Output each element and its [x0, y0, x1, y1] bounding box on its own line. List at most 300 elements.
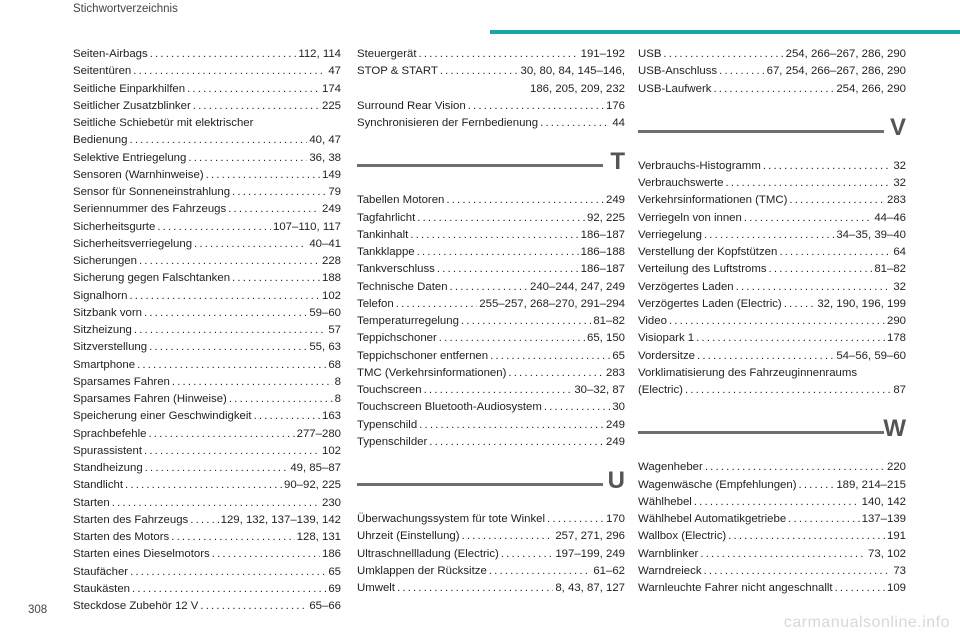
leader-dots: [137, 357, 326, 374]
leader-dots: [132, 581, 326, 598]
index-term: Seiten-Airbags: [73, 48, 148, 60]
index-entry: [638, 330, 906, 347]
page-reference: 32, 190, 196, 199: [817, 297, 906, 310]
index-term: Smartphone: [73, 358, 136, 371]
page-reference: 8: [334, 375, 341, 388]
index-entry: [638, 546, 906, 563]
page-reference: 8: [334, 393, 341, 405]
section-letter: V: [889, 113, 906, 141]
index-term: Tankinhalt: [357, 228, 409, 241]
section-heading-u: [357, 459, 625, 511]
index-term: Video: [638, 315, 667, 327]
leader-dots: [501, 546, 554, 563]
page-reference: 186: [321, 548, 341, 561]
page-reference: 277–280: [296, 427, 341, 440]
index-term: Sensoren (Warnhinweise): [73, 168, 204, 181]
page-reference: 36, 38: [309, 151, 341, 164]
index-entry: [73, 529, 341, 546]
leader-dots: [410, 227, 578, 244]
index-entry: [73, 98, 341, 115]
index-term: Verzögertes Laden: [638, 280, 734, 293]
leader-dots: [229, 391, 333, 408]
page-reference: 32: [893, 280, 906, 293]
index-term: Signalhorn: [73, 289, 128, 302]
leader-dots: [508, 365, 604, 382]
index-entry: [357, 261, 625, 278]
index-term: Standheizung: [73, 462, 143, 474]
index-term: Verkehrsinformationen (TMC): [638, 194, 788, 207]
index-term: Steckdose Zubehör 12 V: [73, 600, 199, 612]
index-entry: [357, 511, 625, 528]
index-entry: [638, 348, 906, 365]
page-reference: 30: [612, 401, 625, 414]
page-reference: 73, 102: [867, 547, 906, 560]
index-term: Starten des Fahrzeugs: [73, 513, 189, 526]
index-entry: [357, 98, 625, 115]
index-term: Sicherheitsverriegelung: [73, 237, 193, 250]
index-term: USB-Anschluss: [638, 65, 718, 78]
page-reference: 65: [328, 565, 341, 578]
section-letter: U: [607, 467, 625, 494]
leader-dots: [157, 219, 271, 236]
watermark: carmanualsonline.info: [783, 614, 950, 631]
page-reference: 65–66: [309, 600, 341, 612]
index-term: Starten: [73, 496, 110, 509]
page-reference: 44: [612, 117, 625, 129]
page-reference: 47: [328, 65, 341, 78]
leader-dots: [763, 158, 892, 175]
index-entry: [73, 201, 341, 218]
index-entry: [357, 296, 625, 313]
index-entry: [73, 288, 341, 305]
index-term: Wagenwäsche (Empfehlungen): [638, 478, 797, 491]
leader-dots: [125, 477, 282, 494]
index-entry: [73, 63, 341, 80]
section-heading-w: [638, 407, 906, 459]
index-term: Tabellen Motoren: [357, 194, 445, 207]
page-reference: 137–139: [861, 513, 906, 525]
index-term: Verbrauchswerte: [638, 177, 724, 189]
section-letter: T: [610, 148, 625, 176]
page-reference: 90–92, 225: [283, 479, 341, 492]
leader-dots: [769, 261, 873, 278]
page-reference: 220: [886, 461, 906, 474]
leader-dots: [696, 330, 885, 347]
page-reference: 283: [605, 366, 625, 379]
page-reference: 49, 85–87: [290, 462, 341, 474]
index-term: Telefon: [357, 297, 394, 310]
leader-dots: [685, 382, 891, 399]
index-entry: [73, 374, 341, 391]
index-term: Warnblinker: [638, 547, 699, 560]
leader-dots: [396, 296, 478, 313]
leader-dots: [129, 132, 307, 149]
index-entry: [73, 270, 341, 287]
index-entry: [638, 459, 906, 476]
index-entry: [357, 227, 625, 244]
page-reference: 8, 43, 87, 127: [555, 582, 625, 594]
leader-dots: [429, 434, 604, 451]
index-entry: [357, 546, 625, 563]
leader-dots: [172, 374, 333, 391]
leader-dots: [461, 313, 591, 330]
leader-dots: [134, 322, 326, 339]
leader-dots: [437, 261, 579, 278]
leader-dots: [190, 512, 218, 529]
index-term: Spurassistent: [73, 444, 143, 457]
index-entry: [638, 296, 906, 313]
index-entry: [638, 46, 906, 63]
index-entry: [357, 210, 625, 227]
page-reference: 57: [328, 324, 341, 336]
index-entry: [638, 210, 906, 227]
index-term: Teppichschoner entfernen: [357, 349, 489, 362]
page-reference: 228: [321, 255, 341, 267]
page-reference: 81–82: [874, 263, 906, 276]
index-entry: [73, 236, 341, 253]
page-reference: 290: [886, 315, 906, 327]
leader-dots: [419, 417, 604, 434]
index-entry: [357, 63, 625, 80]
index-entry: [73, 167, 341, 184]
page-reference: 73: [893, 564, 906, 577]
leader-dots: [171, 529, 294, 546]
page-reference: 65: [612, 349, 625, 362]
page-reference: 67, 254, 266–267, 286, 290: [766, 65, 906, 78]
index-term: Sitzbank vorn: [73, 306, 143, 319]
index-term: Sprachbefehle: [73, 427, 147, 440]
index-entry: [73, 426, 341, 443]
index-term: STOP & START: [357, 65, 438, 78]
index-entry: [638, 382, 906, 399]
index-entry: [357, 46, 625, 63]
page-reference-continuation: 186, 205, 209, 232: [529, 82, 625, 95]
leader-dots: [728, 528, 885, 545]
page-reference: 30–32, 87: [574, 384, 625, 396]
index-entry: [73, 477, 341, 494]
index-term: Verriegeln von innen: [638, 211, 742, 224]
page-reference: 176: [605, 99, 625, 112]
index-term: USB: [638, 48, 662, 60]
index-term: Steuergerät: [357, 48, 417, 60]
page-reference: 283: [886, 194, 906, 207]
page-reference: 191: [886, 530, 906, 543]
index-entry: [73, 495, 341, 512]
page-reference: 149: [321, 168, 341, 181]
leader-dots: [544, 399, 610, 416]
leader-dots: [188, 150, 307, 167]
index-entry: [638, 494, 906, 511]
page-reference: 170: [605, 513, 625, 525]
leader-dots: [789, 192, 885, 209]
leader-dots: [736, 279, 892, 296]
index-term: Warndreieck: [638, 564, 702, 577]
index-term: Ultraschnellladung (Electric): [357, 547, 499, 560]
index-entry: [638, 563, 906, 580]
index-entry: [73, 253, 341, 270]
leader-dots: [540, 115, 610, 132]
page-reference: 254, 266–267, 286, 290: [785, 48, 906, 60]
page-number: 308: [28, 604, 48, 616]
leader-dots: [149, 339, 307, 356]
page-reference: 102: [321, 444, 341, 457]
page-header-title: Stichwortverzeichnis: [73, 3, 178, 15]
leader-dots: [424, 382, 573, 399]
page-reference: 107–110, 117: [273, 220, 341, 233]
index-entry: [357, 365, 625, 382]
leader-dots: [194, 236, 307, 253]
page-reference: 230: [321, 496, 341, 509]
index-entry: [638, 477, 906, 494]
index-entry: [73, 443, 341, 460]
index-term: Staufächer: [73, 565, 129, 578]
index-entry: [357, 244, 625, 261]
page-reference: 55, 63: [309, 341, 341, 354]
section-rule: [638, 130, 884, 133]
index-entry: [73, 322, 341, 339]
page-reference: 109: [886, 582, 906, 594]
leader-dots: [697, 348, 834, 365]
index-term: (Electric): [638, 384, 683, 396]
page-reference: 249: [605, 435, 625, 448]
page-reference: 87: [893, 384, 906, 396]
index-entry: [357, 348, 625, 365]
leader-dots: [254, 408, 320, 425]
index-entry: [73, 391, 341, 408]
index-entry: [357, 580, 625, 597]
index-entry-first-line: Vorklimatisierung des Fahrzeuginnenraums: [638, 366, 858, 379]
index-entry: [73, 512, 341, 529]
leader-dots: [719, 63, 765, 80]
index-term: Bedienung: [73, 134, 128, 147]
index-entry: [357, 563, 625, 580]
index-entry: [638, 63, 906, 80]
index-entry: [638, 528, 906, 545]
index-term: Verbrauchs-Histogramm: [638, 159, 761, 172]
leader-dots: [799, 477, 835, 494]
index-entry: [73, 219, 341, 236]
page-reference: 68: [328, 358, 341, 371]
page-reference: 59–60: [309, 306, 341, 319]
leader-dots: [468, 98, 604, 115]
page-reference: 163: [321, 410, 341, 423]
index-entry-first-line: Seitliche Schiebetür mit elektrischer: [73, 117, 254, 129]
leader-dots: [112, 495, 320, 512]
page-reference: 44–46: [874, 211, 906, 224]
index-entry: [357, 434, 625, 451]
leader-dots: [144, 305, 307, 322]
leader-dots: [784, 296, 816, 313]
index-term: Umklappen der Rücksitze: [357, 564, 487, 577]
index-entry: [638, 261, 906, 278]
section-letter: W: [883, 415, 906, 443]
index-entry: [73, 339, 341, 356]
page-reference: 197–199, 249: [555, 547, 625, 560]
leader-dots: [700, 546, 866, 563]
index-entry: [73, 132, 341, 149]
index-entry: [357, 192, 625, 209]
page-reference: 79: [328, 186, 341, 198]
page-reference: 81–82: [593, 315, 625, 327]
index-entry: [357, 115, 625, 132]
page-reference: 178: [886, 332, 906, 345]
index-column-1: [73, 46, 341, 615]
leader-dots: [130, 564, 326, 581]
index-term: Wallbox (Electric): [638, 530, 727, 543]
page-reference: 32: [893, 159, 906, 172]
page-reference: 40, 47: [309, 134, 341, 147]
index-entry: [638, 81, 906, 98]
page-reference: 189, 214–215: [836, 478, 906, 491]
index-term: Staukästen: [73, 582, 130, 595]
leader-dots: [439, 330, 585, 347]
index-term: Warnleuchte Fahrer nicht angeschnallt: [638, 582, 833, 594]
leader-dots: [788, 511, 859, 528]
page-reference: 92, 225: [586, 211, 625, 224]
leader-dots: [419, 46, 579, 63]
page-reference: 255–257, 268–270, 291–294: [479, 297, 625, 310]
leader-dots: [462, 528, 554, 545]
index-term: Wählhebel Automatikgetriebe: [638, 513, 787, 525]
index-term: Typenschilder: [357, 435, 428, 448]
leader-dots: [397, 580, 553, 597]
section-rule: [357, 164, 603, 167]
section-heading-t: [357, 140, 625, 192]
index-entry: [73, 305, 341, 322]
index-term: Surround Rear Vision: [357, 99, 466, 112]
index-term: Seitlicher Zusatzblinker: [73, 99, 191, 112]
leader-dots: [446, 192, 604, 209]
index-entry: [638, 580, 906, 597]
page-reference: 225: [321, 99, 341, 112]
page-reference: 186–187: [580, 263, 625, 276]
index-term: Tagfahrlicht: [357, 211, 416, 224]
page-reference: 112, 114: [298, 48, 341, 60]
page-reference: 32: [893, 177, 906, 189]
page-reference: 40–41: [309, 237, 341, 250]
leader-dots: [779, 244, 891, 261]
index-term: Temperaturregelung: [357, 315, 459, 327]
page-reference: 240–244, 247, 249: [529, 280, 625, 293]
index-term: Typenschild: [357, 418, 418, 431]
page-reference: 254, 266, 290: [836, 82, 906, 95]
index-term: Seitentüren: [73, 65, 132, 78]
index-term: Teppichschoner: [357, 332, 437, 345]
index-term: USB-Laufwerk: [638, 82, 712, 95]
page-reference: 102: [321, 289, 341, 302]
leader-dots: [212, 546, 320, 563]
index-term: Sparsames Fahren: [73, 375, 170, 388]
page-reference: 61–62: [593, 564, 625, 577]
page-reference: 65, 150: [586, 332, 625, 345]
page-reference: 64: [893, 246, 906, 258]
index-term: Sparsames Fahren (Hinweise): [73, 393, 227, 405]
section-heading-v: [638, 106, 906, 158]
index-term: Sicherung gegen Falschtanken: [73, 272, 231, 285]
page-reference: 128, 131: [296, 531, 341, 543]
leader-dots: [193, 98, 320, 115]
index-entry: [638, 244, 906, 261]
leader-dots: [206, 167, 320, 184]
index-term: Tankklappe: [357, 246, 415, 258]
leader-dots: [705, 459, 885, 476]
index-term: Sitzverstellung: [73, 341, 148, 354]
index-entry: [638, 175, 906, 192]
index-term: Visiopark 1: [638, 332, 695, 345]
leader-dots: [704, 227, 834, 244]
leader-dots: [450, 279, 528, 296]
leader-dots: [133, 63, 326, 80]
index-entry: [73, 408, 341, 425]
index-entry: [73, 581, 341, 598]
leader-dots: [669, 313, 885, 330]
leader-dots: [417, 244, 579, 261]
index-entry: [357, 382, 625, 399]
leader-dots: [148, 426, 294, 443]
page-reference: 140, 142: [861, 495, 906, 508]
index-term: Verstellung der Kopfstützen: [638, 246, 778, 258]
page-reference: 249: [605, 418, 625, 431]
index-entry: [73, 150, 341, 167]
leader-dots: [232, 184, 326, 201]
leader-dots: [228, 201, 320, 218]
index-term: Sicherungen: [73, 255, 137, 267]
page-reference: 174: [321, 82, 341, 95]
index-term: Seitliche Einparkhilfen: [73, 82, 186, 95]
index-entry: [357, 313, 625, 330]
page-reference: 188: [321, 272, 341, 285]
index-term: Sitzheizung: [73, 324, 132, 336]
leader-dots: [713, 81, 834, 98]
page-reference: 69: [328, 582, 341, 595]
index-term: Touchscreen: [357, 384, 422, 396]
page-reference: 54–56, 59–60: [836, 349, 906, 362]
page-reference: 30, 80, 84, 145–146,: [520, 65, 625, 78]
section-rule: [357, 483, 603, 486]
leader-dots: [150, 46, 297, 63]
leader-dots: [663, 46, 783, 63]
index-term: Synchronisieren der Fernbedienung: [357, 117, 539, 129]
page-reference: 34–35, 39–40: [836, 228, 906, 241]
index-term: Sensor für Sonneneinstrahlung: [73, 186, 231, 198]
index-term: Technische Daten: [357, 280, 448, 293]
index-term: Tankverschluss: [357, 263, 435, 276]
index-entry: [357, 528, 625, 545]
index-entry: [73, 46, 341, 63]
index-entry: [73, 357, 341, 374]
leader-dots: [145, 460, 289, 477]
index-term: Wählhebel: [638, 495, 692, 508]
leader-dots: [417, 210, 585, 227]
index-entry: [73, 546, 341, 563]
header-accent-bar: [490, 30, 960, 34]
index-term: Starten des Motors: [73, 531, 170, 543]
index-term: Vordersitze: [638, 349, 695, 362]
leader-dots: [547, 511, 604, 528]
index-term: TMC (Verkehrsinformationen): [357, 366, 507, 379]
leader-dots: [725, 175, 891, 192]
index-entry: [73, 460, 341, 477]
index-term: Touchscreen Bluetooth-Audiosystem: [357, 401, 542, 414]
index-term: Wagenheber: [638, 461, 703, 474]
leader-dots: [129, 288, 320, 305]
index-entry: [357, 279, 625, 296]
leader-dots: [440, 63, 519, 80]
leader-dots: [187, 81, 320, 98]
page-reference: 191–192: [580, 48, 625, 60]
leader-dots: [704, 563, 892, 580]
index-entry: [357, 330, 625, 347]
